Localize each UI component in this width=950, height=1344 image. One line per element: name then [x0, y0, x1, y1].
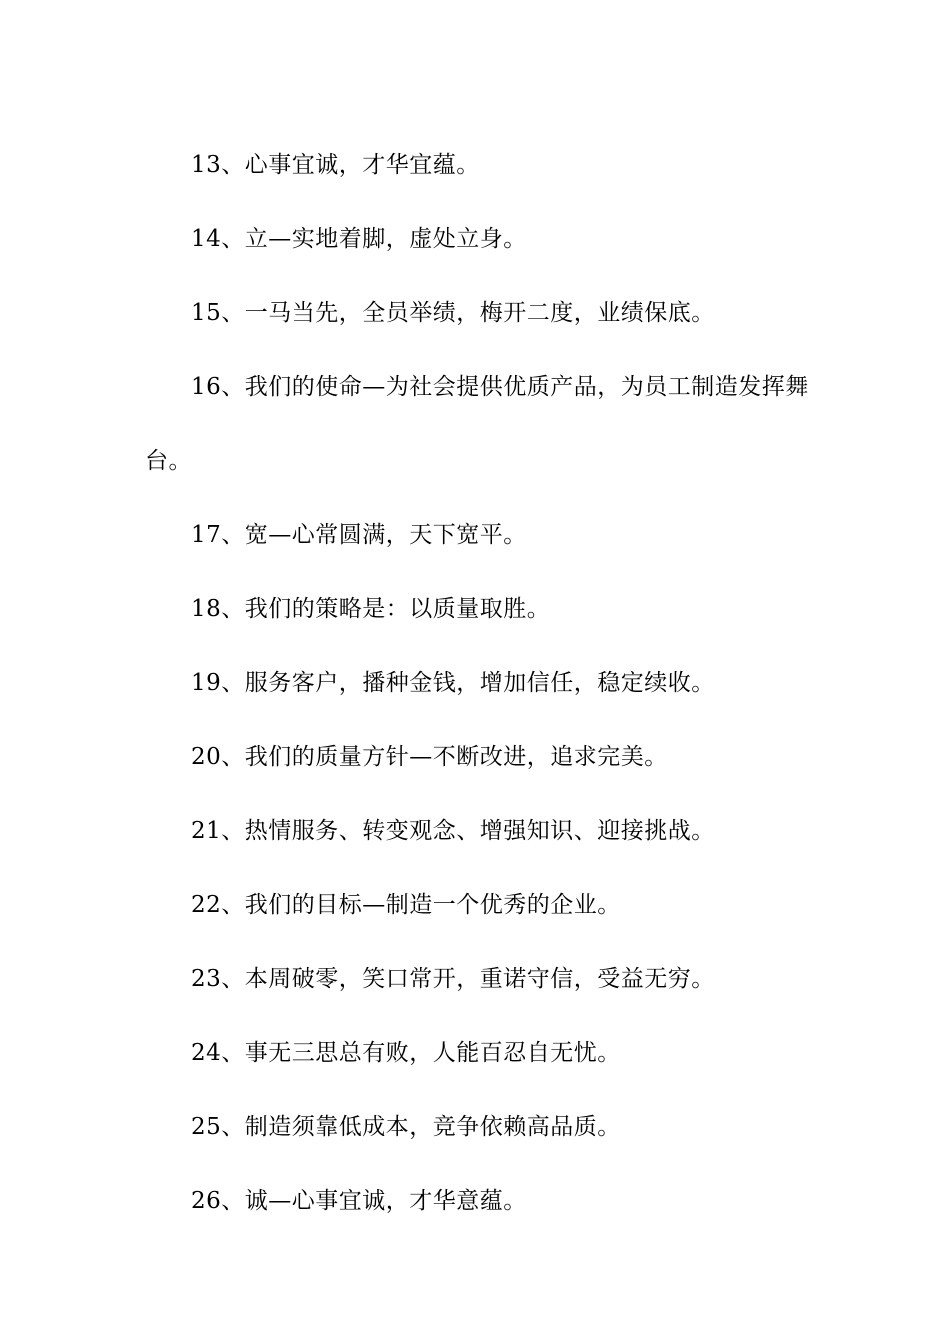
paragraph-18: 18、我们的策略是：以质量取胜。: [191, 596, 551, 622]
paragraph-22: 22、我们的目标—制造一个优秀的企业。: [191, 892, 621, 918]
paragraph-25: 25、制造须靠低成本，竞争依赖高品质。: [191, 1114, 621, 1140]
paragraph-19: 19、服务客户，播种金钱，增加信任，稳定续收。: [191, 670, 715, 696]
paragraph-17: 17、宽—心常圆满，天下宽平。: [191, 522, 527, 548]
paragraph-26: 26、诚—心事宜诚，才华意蕴。: [191, 1188, 527, 1214]
paragraph-16: 16、我们的使命—为社会提供优质产品，为员工制造发挥舞台。: [145, 374, 809, 474]
paragraph-20: 20、我们的质量方针—不断改进，追求完美。: [191, 744, 668, 770]
document-body: [145, 128, 815, 1238]
paragraph-13: 13、心事宜诚，才华宜蕴。: [191, 152, 480, 178]
paragraph-23: 23、本周破零，笑口常开，重诺守信，受益无穷。: [191, 966, 715, 992]
paragraph-15: 15、一马当先，全员举绩，梅开二度，业绩保底。: [191, 300, 715, 326]
paragraph-24: 24、事无三思总有败，人能百忍自无忧。: [191, 1040, 621, 1066]
paragraph-14: 14、立—实地着脚，虚处立身。: [191, 226, 527, 252]
paragraph-21: 21、热情服务、转变观念、增强知识、迎接挑战。: [191, 818, 715, 844]
